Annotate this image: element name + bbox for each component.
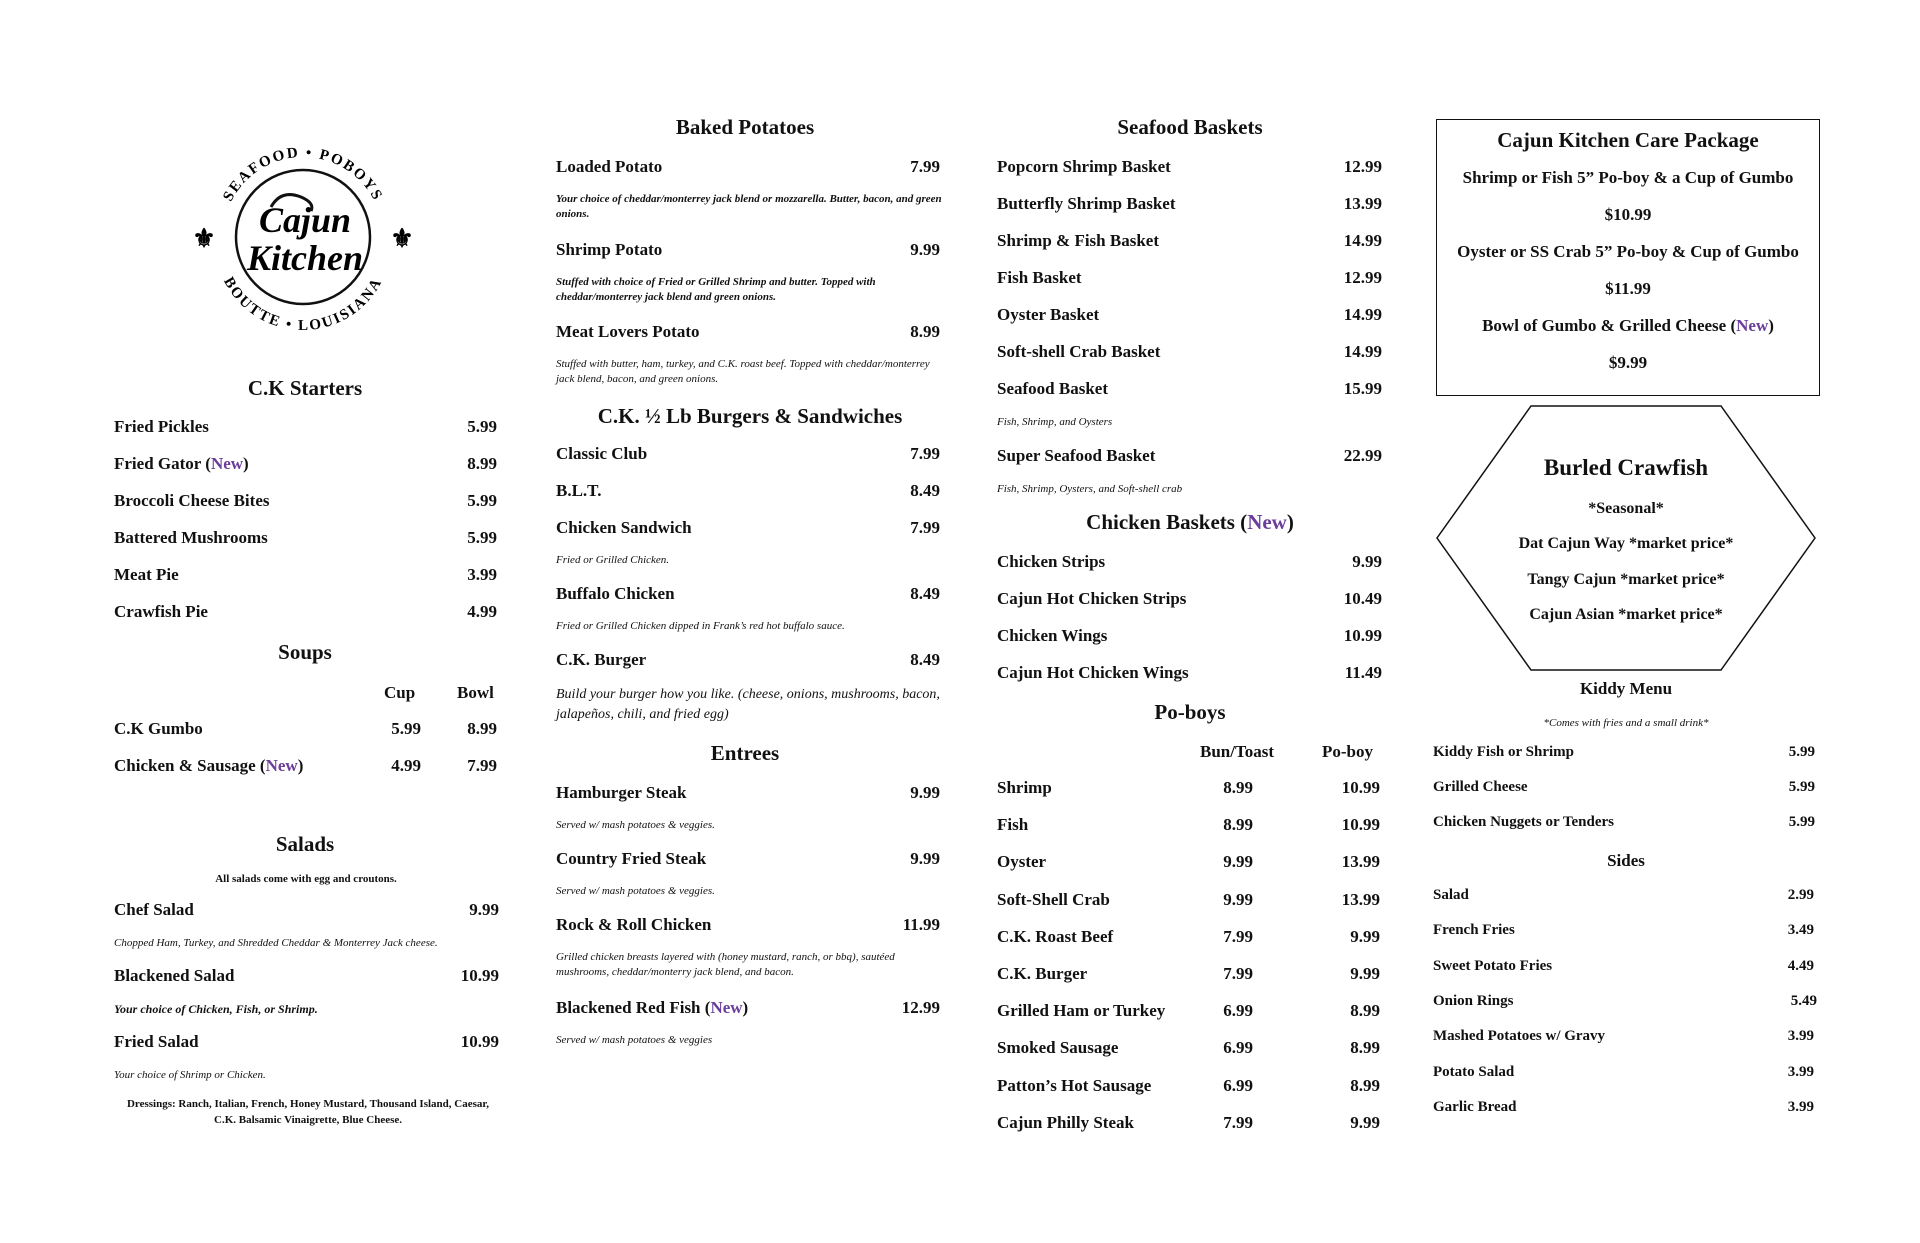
care-price-1: $10.99 xyxy=(1604,205,1652,224)
new-badge: New xyxy=(210,454,244,473)
item-price: 2.99 xyxy=(1787,887,1814,903)
item-name: Chicken & Sausage (New) xyxy=(114,756,304,775)
salads-dressings: Dressings: Ranch, Italian, French, Honey Mustard, Thousand Island, Caesar, C.K. Balsamic Vinaigrette, Blue Cheese. xyxy=(126,1098,490,1126)
poboy-price: 8.99 xyxy=(1350,1001,1380,1021)
item-name: Soft-Shell Crab xyxy=(997,889,1110,909)
logo-top-arc: SEAFOOD • POBOYS xyxy=(220,144,386,205)
kiddy-title: Kiddy Menu xyxy=(1579,679,1673,698)
poboy-price: 9.99 xyxy=(1350,964,1380,983)
item-name: Blackened Salad xyxy=(114,966,235,985)
item-name: Chicken Strips xyxy=(997,552,1106,571)
poboy-bun-price: 8.99 xyxy=(1223,778,1253,797)
item-name: Grilled Cheese xyxy=(1433,779,1528,795)
item-description: Served w/ mash potatoes & veggies. xyxy=(556,819,715,831)
item-name-text: Fried Gator ( xyxy=(114,454,211,473)
item-name: Shrimp xyxy=(997,778,1052,797)
crawfish-season: *Seasonal* xyxy=(1588,500,1664,517)
item-price: 13.99 xyxy=(1343,194,1382,213)
item-name-text: Blackened Red Fish ( xyxy=(556,998,711,1017)
item-name: Mashed Potatoes w/ Gravy xyxy=(1433,1028,1606,1045)
fleur-de-lis-icon-left xyxy=(193,224,216,253)
item-description: Served w/ mash potatoes & veggies xyxy=(556,1034,713,1046)
poboy-bun-price: 6.99 xyxy=(1223,1075,1253,1095)
item-description: Chopped Ham, Turkey, and Shredded Cheddar & Monterrey Jack cheese. xyxy=(114,937,438,949)
poboy-bun-price: 9.99 xyxy=(1223,852,1253,872)
item-price: 3.99 xyxy=(1787,1063,1814,1080)
care-line-3: Bowl of Gumbo & Grilled Cheese (New) xyxy=(1482,316,1774,335)
item-price: 10.49 xyxy=(1343,589,1382,608)
soup-bowl-price: 8.99 xyxy=(467,719,497,738)
item-name: Meat Lovers Potato xyxy=(556,322,700,341)
item-description: Fried or Grilled Chicken. xyxy=(556,554,670,566)
poboys-title: Po-boys xyxy=(1154,700,1226,724)
item-name: Garlic Bread xyxy=(1433,1098,1517,1115)
item-price: 14.99 xyxy=(1343,342,1382,361)
item-price: 11.99 xyxy=(902,915,940,934)
new-badge: New xyxy=(265,756,298,775)
soup-cup-price: 5.99 xyxy=(391,719,421,738)
item-price: 15.99 xyxy=(1343,379,1382,398)
soups-title: Soups xyxy=(278,640,332,664)
svg-text:⚜: ⚜ xyxy=(390,224,413,253)
item-price: 5.99 xyxy=(1788,744,1815,760)
item-name: Salad xyxy=(1433,887,1469,903)
item-name: Shrimp Potato xyxy=(556,240,663,259)
poboy-price: 9.99 xyxy=(1350,1112,1380,1132)
item-name: Broccoli Cheese Bites xyxy=(114,491,270,510)
logo-word-cajun: Cajun xyxy=(258,200,352,240)
sides-title: Sides xyxy=(1607,851,1645,870)
item-description: Fish, Shrimp, and Oysters xyxy=(997,416,1113,428)
item-name: Battered Mushrooms xyxy=(114,528,268,547)
potatoes-title: Baked Potatoes xyxy=(675,115,815,139)
item-price: 11.49 xyxy=(1344,663,1382,682)
poboy-bun-price: 7.99 xyxy=(1223,1112,1253,1132)
item-name: C.K Gumbo xyxy=(114,719,203,738)
item-name: Oyster xyxy=(997,852,1047,872)
item-price: 7.99 xyxy=(910,157,940,176)
poboy-price: 8.99 xyxy=(1350,1038,1380,1058)
item-description: Your choice of cheddar/monterrey jack blend or mozzarella. Butter, bacon, and green onions. xyxy=(556,193,942,220)
chicken-title: Chicken Baskets (New) xyxy=(1086,510,1294,534)
item-description: Grilled chicken breasts layered with (honey mustard, ranch, or bbq), sautéed mushrooms, cheddar/monterry jack blend, and bacon. xyxy=(556,951,895,978)
item-price: 5.99 xyxy=(467,417,497,436)
crawfish-item: Cajun Asian *market price* xyxy=(1529,606,1723,623)
poboy-price: 10.99 xyxy=(1341,778,1380,797)
svg-text:⚜: ⚜ xyxy=(193,224,216,253)
item-description: Served w/ mash potatoes & veggies. xyxy=(556,885,715,897)
item-name: Soft-shell Crab Basket xyxy=(997,342,1161,361)
item-name: Butterfly Shrimp Basket xyxy=(997,194,1176,213)
item-name: C.K. Burger xyxy=(556,650,647,669)
item-name: Buffalo Chicken xyxy=(556,584,675,603)
item-price: 10.99 xyxy=(1343,626,1382,645)
starters-title: C.K Starters xyxy=(247,376,363,400)
item-name: C.K. Burger xyxy=(997,964,1088,983)
item-name: Crawfish Pie xyxy=(114,602,208,621)
item-name: Fried Gator (New) xyxy=(114,454,249,473)
item-price: 5.99 xyxy=(467,528,497,547)
entrees-title: Entrees xyxy=(710,741,780,765)
fleur-de-lis-icon-right xyxy=(390,224,413,253)
item-name: Cajun Hot Chicken Strips xyxy=(997,589,1187,608)
item-name: Fish Basket xyxy=(997,268,1082,287)
item-price: 9.99 xyxy=(469,900,499,919)
item-price: 3.99 xyxy=(1787,1028,1814,1045)
item-price: 14.99 xyxy=(1343,231,1382,250)
item-price: 5.99 xyxy=(1788,814,1815,830)
new-badge: New xyxy=(710,998,743,1017)
item-description: Your choice of Chicken, Fish, or Shrimp. xyxy=(114,1002,318,1016)
soup-bowl-price: 7.99 xyxy=(467,756,497,775)
crawfish-title: Burled Crawfish xyxy=(1543,455,1709,480)
item-name: Chicken Wings xyxy=(997,626,1108,645)
item-price: 3.99 xyxy=(1787,1098,1814,1115)
seafood-title: Seafood Baskets xyxy=(1117,115,1263,139)
item-price: 9.99 xyxy=(1352,552,1382,571)
item-name: Grilled Ham or Turkey xyxy=(997,1001,1166,1021)
item-price: 3.49 xyxy=(1787,922,1814,939)
item-price: 14.99 xyxy=(1343,305,1382,324)
item-name: B.L.T. xyxy=(556,481,602,500)
item-price: 12.99 xyxy=(1343,268,1382,287)
item-name: Hamburger Steak xyxy=(556,783,687,802)
item-name: Kiddy Fish or Shrimp xyxy=(1433,744,1575,760)
item-price: 9.99 xyxy=(910,849,940,868)
item-description: Fried or Grilled Chicken dipped in Frank’s red hot buffalo sauce. xyxy=(556,620,845,632)
soups-col-cup: Cup xyxy=(384,683,416,702)
item-name: Super Seafood Basket xyxy=(997,446,1156,465)
item-name: Cajun Philly Steak xyxy=(997,1112,1134,1132)
item-name: Loaded Potato xyxy=(556,157,663,176)
crawfish-item: Tangy Cajun *market price* xyxy=(1527,571,1725,588)
item-name: Meat Pie xyxy=(114,565,179,584)
item-description: Your choice of Shrimp or Chicken. xyxy=(114,1069,266,1081)
item-name: Fried Salad xyxy=(114,1032,199,1051)
item-price: 3.99 xyxy=(467,565,497,584)
item-name: Cajun Hot Chicken Wings xyxy=(997,663,1189,682)
poboy-price: 13.99 xyxy=(1341,852,1380,872)
poboy-price: 10.99 xyxy=(1341,815,1380,835)
item-name: Shrimp & Fish Basket xyxy=(997,231,1159,250)
item-name: French Fries xyxy=(1433,922,1515,939)
item-name: Potato Salad xyxy=(1433,1063,1515,1080)
care-price-3: $9.99 xyxy=(1608,353,1648,372)
salads-subtitle: All salads come with egg and croutons. xyxy=(215,873,397,885)
item-price: 7.99 xyxy=(910,518,940,537)
item-description: Stuffed with choice of Fried or Grilled Shrimp and butter. Topped with cheddar/monterrey jack blend and green onions. xyxy=(556,276,876,303)
crawfish-item: Dat Cajun Way *market price* xyxy=(1518,535,1734,552)
item-price: 4.49 xyxy=(1787,957,1814,974)
item-name: Patton’s Hot Sausage xyxy=(997,1075,1152,1095)
item-name: Blackened Red Fish (New) xyxy=(556,998,749,1017)
care-package-box xyxy=(1436,119,1820,396)
item-price: 8.99 xyxy=(467,454,497,473)
item-name: Country Fried Steak xyxy=(556,849,707,868)
poboy-bun-price: 6.99 xyxy=(1223,1001,1253,1021)
item-price: 8.99 xyxy=(910,322,940,341)
item-name: Onion Rings xyxy=(1433,992,1514,1009)
burgers-title: C.K. ½ Lb Burgers & Sandwiches xyxy=(597,404,903,428)
poboy-price: 13.99 xyxy=(1341,889,1380,909)
item-price: 5.99 xyxy=(1788,779,1815,795)
salads-title: Salads xyxy=(275,832,335,856)
item-name: Chicken Nuggets or Tenders xyxy=(1433,814,1614,830)
soup-cup-price: 4.99 xyxy=(391,756,421,775)
logo-emblem xyxy=(193,127,413,347)
crawfish-hexagon xyxy=(1436,405,1816,671)
item-description: Build your burger how you like. (cheese, onions, mushrooms, bacon, jalapeños, chili, and fried egg) xyxy=(556,687,940,722)
item-price: 7.99 xyxy=(910,444,940,463)
item-name: Sweet Potato Fries xyxy=(1433,957,1553,974)
item-price: 4.99 xyxy=(467,602,497,621)
care-title: Cajun Kitchen Care Package xyxy=(1497,128,1759,152)
item-name: Classic Club xyxy=(556,444,648,463)
item-description: Stuffed with butter, ham, turkey, and C.K. roast beef. Topped with cheddar/monterrey jack blend, bacon, and green onions. xyxy=(556,358,930,385)
item-name: Oyster Basket xyxy=(997,305,1100,324)
item-price: 8.49 xyxy=(910,650,940,669)
logo-bottom-arc: BOUTTE • LOUISIANA xyxy=(220,274,386,335)
care-price-2: $11.99 xyxy=(1605,279,1651,298)
logo xyxy=(193,127,413,347)
item-name: Fish xyxy=(997,815,1029,835)
poboy-bun-price: 7.99 xyxy=(1223,964,1253,983)
item-price: 10.99 xyxy=(460,966,499,985)
item-name: Seafood Basket xyxy=(997,379,1108,398)
care-line-2: Oyster or SS Crab 5” Po-boy & Cup of Gumbo xyxy=(1457,242,1799,261)
poboys-col-poboy: Po-boy xyxy=(1322,742,1373,761)
item-price: 9.99 xyxy=(910,240,940,259)
item-price: 8.49 xyxy=(910,584,940,603)
item-description: Fish, Shrimp, Oysters, and Soft-shell crab xyxy=(997,483,1183,495)
item-price: 12.99 xyxy=(1343,157,1382,176)
item-name: Chef Salad xyxy=(114,900,194,919)
item-price: 10.99 xyxy=(460,1032,499,1051)
poboy-bun-price: 6.99 xyxy=(1223,1038,1253,1058)
item-name: Smoked Sausage xyxy=(997,1038,1119,1058)
poboy-bun-price: 9.99 xyxy=(1223,889,1253,909)
item-name: C.K. Roast Beef xyxy=(997,926,1114,946)
item-name: Rock & Roll Chicken xyxy=(556,915,712,934)
poboy-bun-price: 8.99 xyxy=(1223,815,1253,835)
care-line-1: Shrimp or Fish 5” Po-boy & a Cup of Gumbo xyxy=(1462,168,1794,187)
item-name: Chicken Sandwich xyxy=(556,518,692,537)
item-name: Fried Pickles xyxy=(114,417,209,436)
item-price: 9.99 xyxy=(910,783,940,802)
poboy-price: 9.99 xyxy=(1350,926,1380,946)
poboy-price: 8.99 xyxy=(1350,1075,1380,1095)
item-price: 12.99 xyxy=(901,998,940,1017)
item-price: 8.49 xyxy=(910,481,940,500)
soups-col-bowl: Bowl xyxy=(457,683,494,702)
item-name: Popcorn Shrimp Basket xyxy=(997,157,1171,176)
poboy-bun-price: 7.99 xyxy=(1223,926,1253,946)
poboys-col-bun: Bun/Toast xyxy=(1200,742,1275,761)
item-price: 5.99 xyxy=(467,491,497,510)
item-price: 5.49 xyxy=(1790,992,1817,1009)
kiddy-note: *Comes with fries and a small drink* xyxy=(1543,717,1709,729)
logo-word-kitchen: Kitchen xyxy=(246,238,364,278)
item-price: 22.99 xyxy=(1343,446,1382,465)
item-name-text: Chicken & Sausage ( xyxy=(114,756,266,775)
